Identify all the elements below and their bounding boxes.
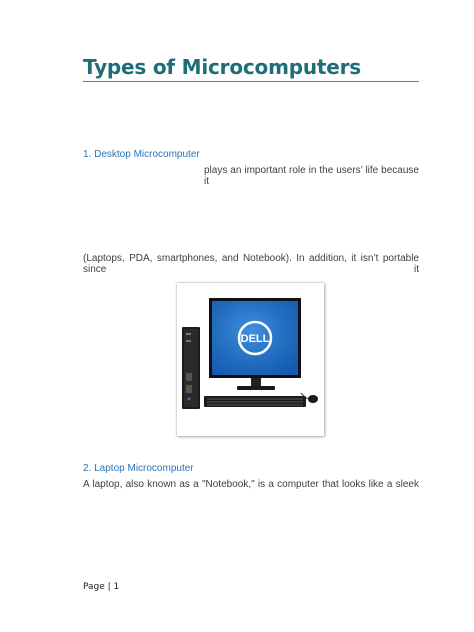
dell-logo-text: DELL [240, 333, 270, 345]
desktop-paragraph-line-2: (Laptops, PDA, smartphones, and Notebook). In addition, it isn’t portable since it [83, 253, 419, 275]
section-heading-desktop: 1. Desktop Microcomputer [83, 149, 200, 160]
desktop-paragraph-line-1: plays an important role in the users’ life because it [204, 165, 419, 187]
section-heading-laptop: 2. Laptop Microcomputer [83, 463, 194, 474]
title-underline [83, 81, 419, 82]
page-title: Types of Microcomputers [83, 55, 361, 79]
desktop-computer-image [177, 283, 324, 436]
laptop-paragraph-line-1: A laptop, also known as a "Notebook," is a computer that looks like a sleek [83, 479, 419, 490]
page-footer: Page | 1 [83, 582, 120, 592]
